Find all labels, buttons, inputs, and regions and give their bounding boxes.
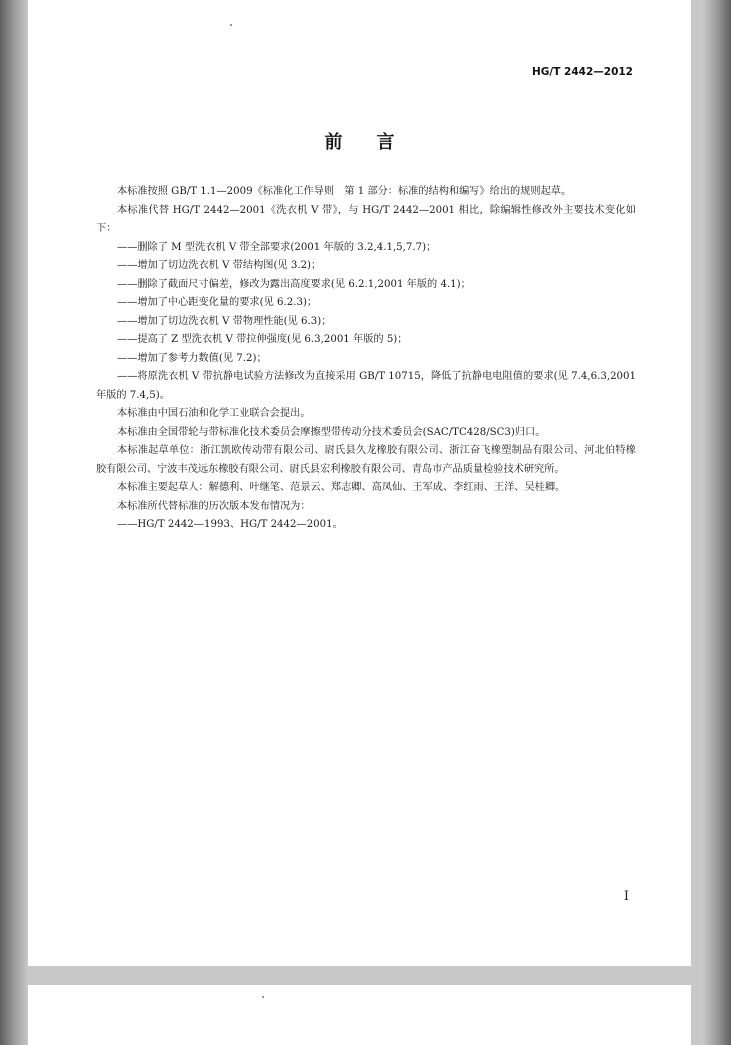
- change-item: ——删除了截面尺寸偏差，修改为露出高度要求(见 6.2.1,2001 年版的 4.1)；: [117, 278, 471, 290]
- change-item: ——将原洗衣机 V 带抗静电试验方法修改为直接采用 GB/T 10715，降低了抗静电电阻值的要求(见 7.4,6.3,2001 年版的 7.4,5)。: [96, 371, 636, 401]
- page-number: I: [623, 889, 629, 904]
- paragraph-proposer: 本标准由中国石油和化学工业联合会提出。: [117, 408, 311, 419]
- paragraph-drafting-units: 本标准起草单位：浙江凯欧传动带有限公司、尉氏县久龙橡胶有限公司、浙江奋飞橡塑制品有限公司、河北伯特橡胶有限公司、宁波丰茂远东橡胶有限公司、尉氏县宏利橡胶有限公司、青岛市产品质量检验技术研究所。: [96, 445, 636, 475]
- scan-speck: [262, 996, 264, 998]
- change-item: ——增加了切边洗衣机 V 带物理性能(见 6.3)；: [117, 315, 332, 327]
- paragraph-replacement: 本标准代替 HG/T 2442—2001《洗衣机 V 带》，与 HG/T 2442—2001 相比，除编辑性修改外主要技术变化如下：: [96, 204, 636, 234]
- next-document-page: [28, 985, 691, 1045]
- change-item: ——增加了切边洗衣机 V 带结构图(见 3.2)；: [117, 260, 322, 271]
- document-page: [28, 0, 691, 966]
- change-item: ——增加了中心距变化量的要求(见 6.2.3)；: [117, 297, 318, 308]
- paragraph-committee: 本标准由全国带轮与带标准化技术委员会摩擦型带传动分技术委员会(SAC/TC428/SC3)归口。: [117, 426, 546, 438]
- paragraph-drafting-rules: 本标准按照 GB/T 1.1—2009《标准化工作导则 第 1 部分：标准的结构和编写》给出的规则起草。: [117, 186, 572, 197]
- change-item: ——删除了 M 型洗衣机 V 带全部要求(2001 年版的 3.2,4.1,5,7.7)；: [117, 241, 437, 253]
- scan-speck: [230, 24, 232, 26]
- paragraph-previous-editions: 本标准所代替标准的历次版本发布情况为：: [117, 500, 311, 512]
- paragraph-drafters: 本标准主要起草人：解德利、叶继笔、范景云、郑志卿、高凤仙、王军成、李红雨、王洋、吴桂卿。: [117, 482, 566, 493]
- previous-editions-list: ——HG/T 2442—1993、HG/T 2442—2001。: [117, 519, 343, 530]
- foreword-body: [96, 183, 636, 535]
- change-item: ——提高了 Z 型洗衣机 V 带拉伸强度(见 6.3,2001 年版的 5)；: [117, 334, 408, 345]
- change-item: ——增加了参考力数值(见 7.2)；: [117, 352, 267, 364]
- page-title: 前言: [324, 132, 429, 153]
- standard-code-header: HG/T 2442—2012: [531, 66, 633, 78]
